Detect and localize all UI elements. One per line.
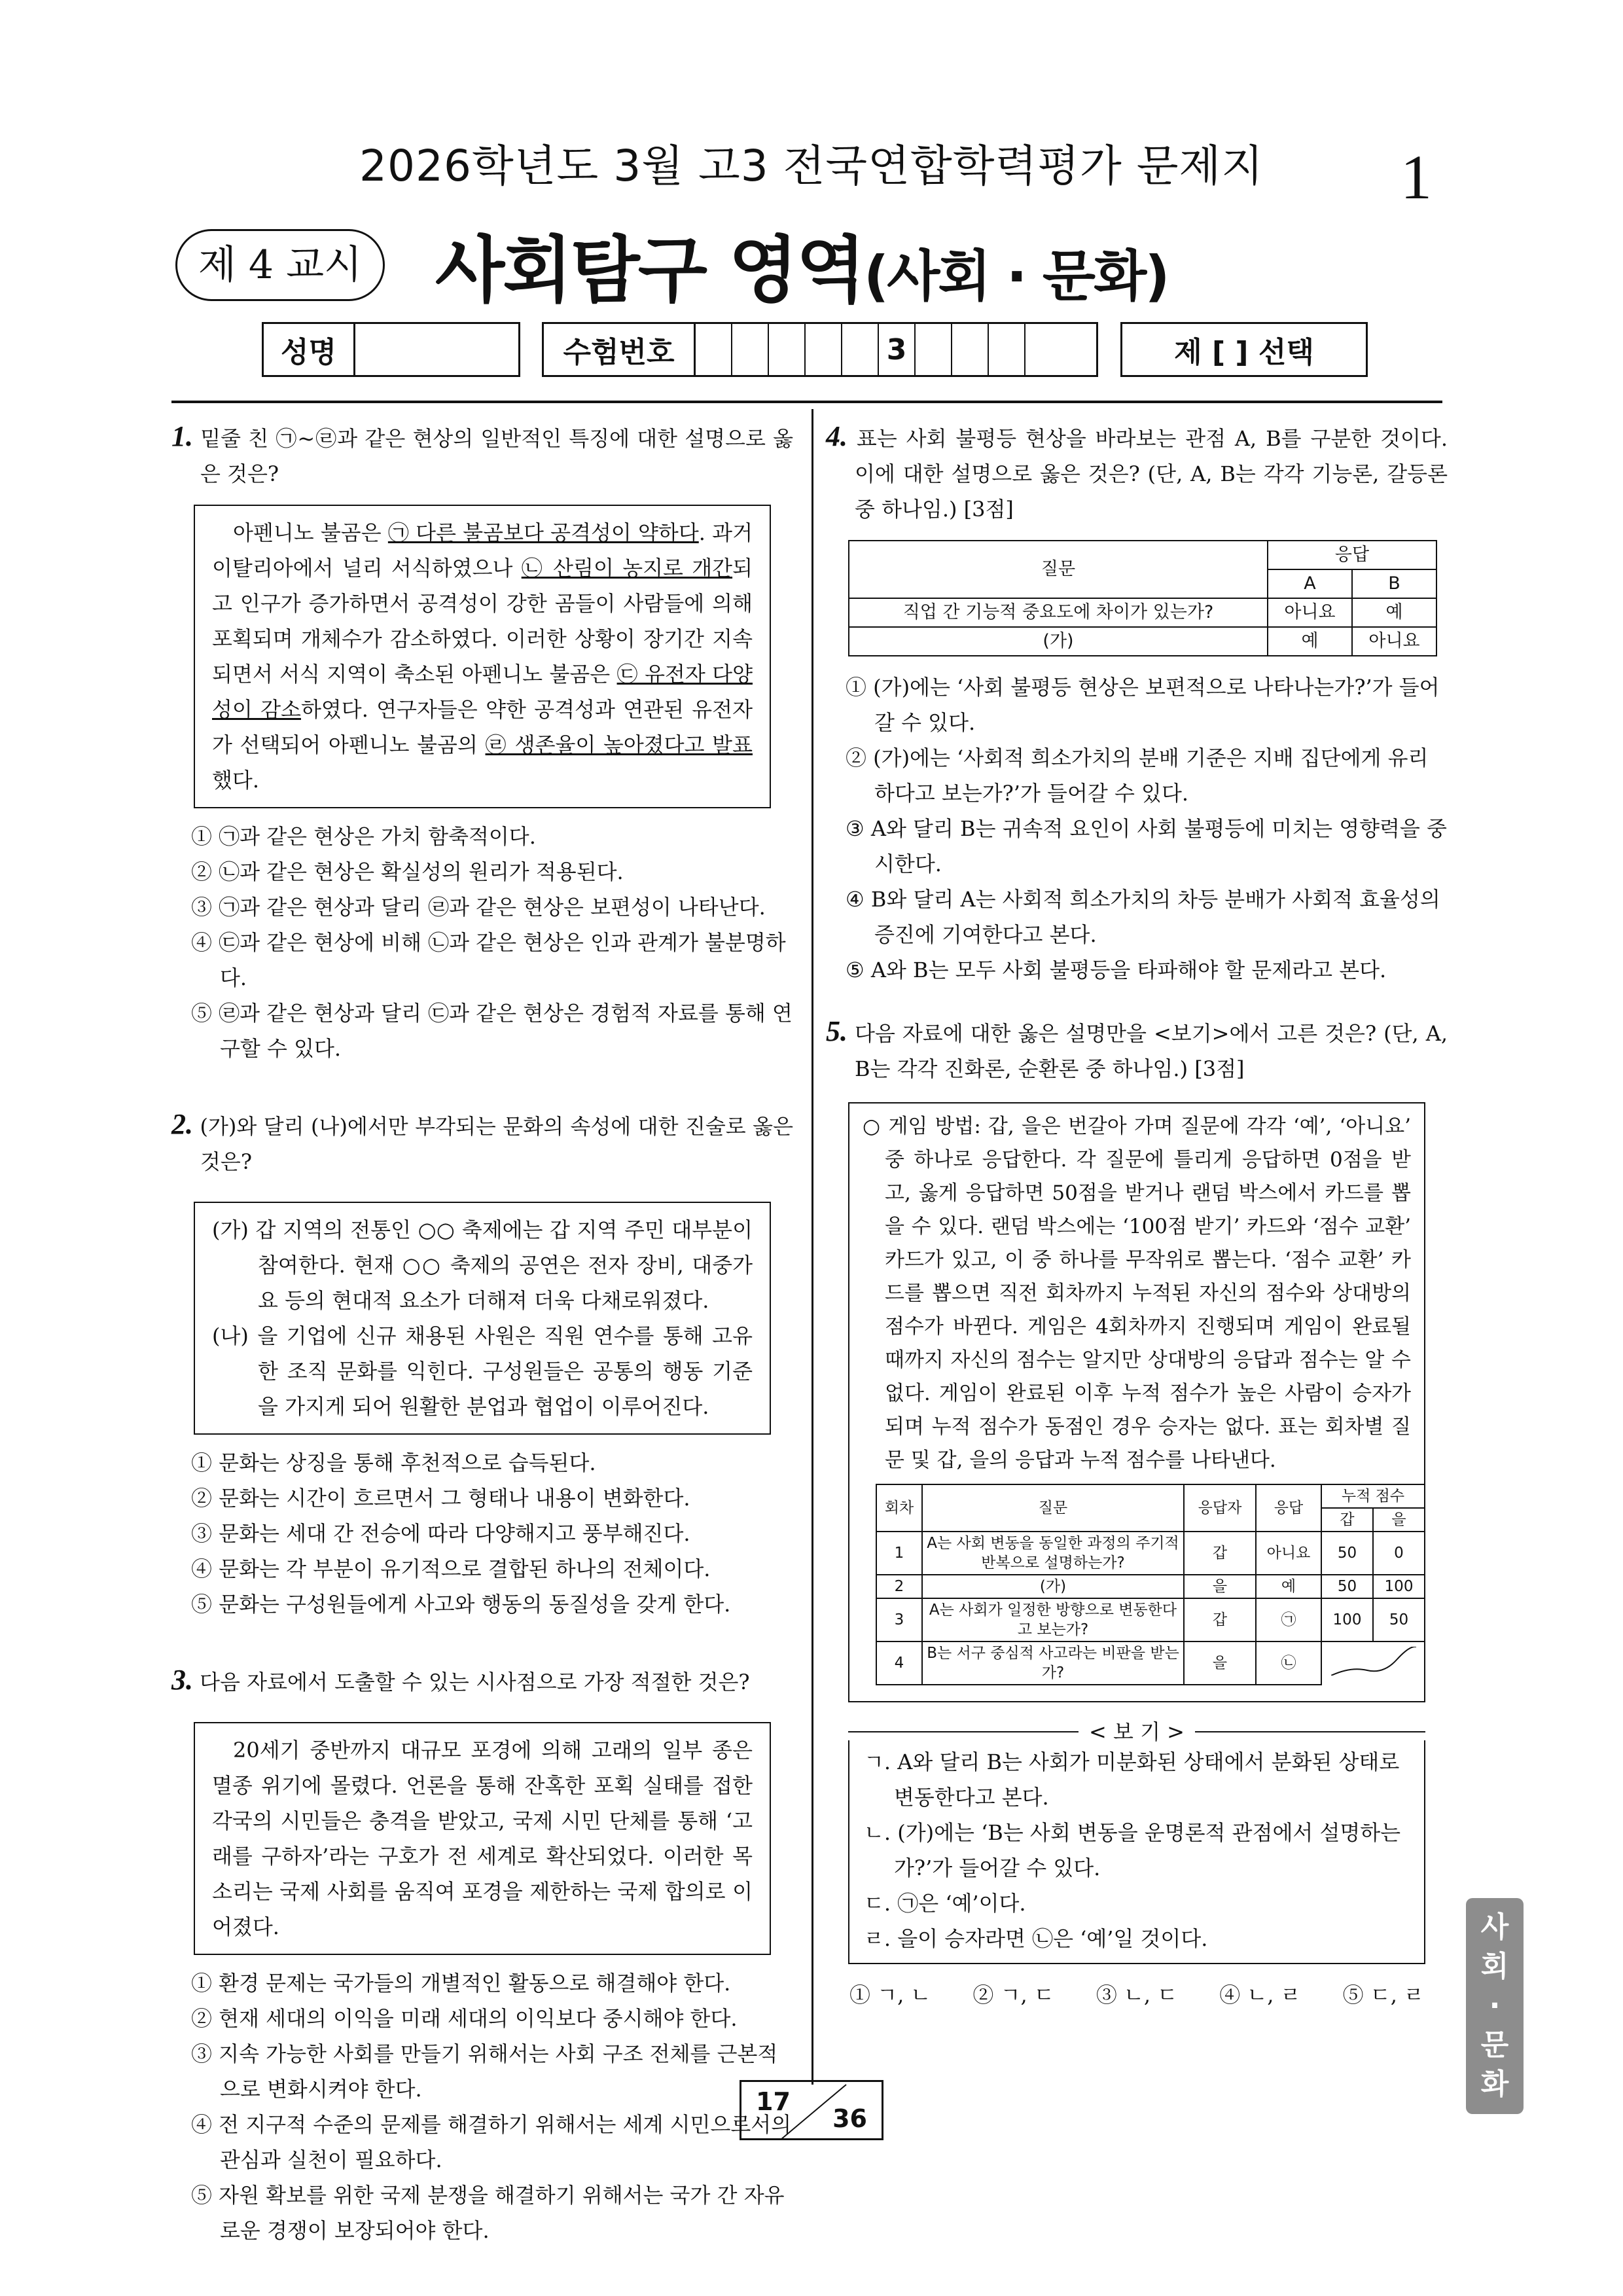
table-cell: (가) (922, 1575, 1184, 1598)
table-cell: ㉡ (1256, 1641, 1321, 1685)
table-row (876, 1641, 1425, 1685)
exam-number-digit-fixed: 3 (879, 324, 916, 375)
side-tab-char: 회 (1480, 1950, 1509, 1983)
header-rule (171, 401, 1442, 403)
exam-number-label: 수험번호 (544, 324, 696, 375)
table-row (849, 627, 1436, 656)
table-cell: 100 (1321, 1598, 1373, 1641)
answer-option-3[interactable]: ③ 지속 가능한 사회를 만들기 위해서는 사회 구조 전체를 근본적으로 변화시켜야 한다. (191, 2041, 778, 2102)
question-5-passage (848, 1102, 1425, 1702)
answer-option-1[interactable]: ① 문화는 상징을 통해 후천적으로 습득된다. (191, 1450, 596, 1475)
name-field[interactable] (262, 322, 520, 377)
question-5 (826, 1014, 1448, 2013)
passage-item-ga: (가) 갑 지역의 전통인 ○○ 축제에는 갑 지역 주민 대부분이 참여한다. 현재 ○○ 축제의 공연은 전자 장비, 대중가요 등의 현대적 요소가 더해져 더욱 다채로워졌다. (212, 1217, 753, 1313)
table-cell: ㉠ (1256, 1598, 1321, 1641)
exam-number-digit[interactable] (842, 324, 879, 375)
side-tab-char: 화 (1480, 2068, 1509, 2101)
table-cell: 예 (1352, 598, 1436, 627)
bogi-title-text: < 보 기 > (1079, 1719, 1195, 1744)
question-5-answers (826, 1977, 1448, 2013)
table-header-responder: 응답자 (1184, 1484, 1256, 1532)
left-column (171, 419, 793, 2248)
question-4-stem (826, 419, 1448, 527)
answer-option-1[interactable]: ① ㉠과 같은 현상은 가치 함축적이다. (191, 824, 536, 849)
exam-number-digit[interactable] (769, 324, 806, 375)
answer-option-4[interactable]: ④ ㄴ, ㄹ (1219, 1982, 1301, 2007)
exam-number-digit[interactable] (989, 324, 1026, 375)
subject-sub: (사회 · 문화) (863, 244, 1168, 308)
question-4-table (848, 540, 1437, 656)
table-cell: 2 (876, 1575, 922, 1598)
table-header-answer: 응답 (1268, 541, 1436, 569)
answer-option-2[interactable]: ② 현재 세대의 이익을 미래 세대의 이익보다 중시해야 한다. (191, 2006, 738, 2031)
question-4-options (826, 670, 1448, 988)
table-cell: 50 (1373, 1598, 1425, 1641)
bogi-item-2: ㄴ. (가)에는 ‘B는 사회 변동을 운명론적 관점에서 설명하는가?’가 들어갈 수 있다. (864, 1820, 1401, 1880)
bogi-item-4: ㄹ. 을이 승자라면 ㉡은 ‘예’일 것이다. (864, 1926, 1208, 1951)
question-number: 5. (826, 1015, 847, 1047)
subject-side-tab (1466, 1898, 1524, 2114)
page-number: 1 (1400, 142, 1432, 212)
question-stem-text: 밑줄 친 ㉠~㉣과 같은 현상의 일반적인 특징에 대한 설명으로 옳은 것은? (200, 426, 794, 486)
exam-number-digit[interactable] (1026, 324, 1096, 375)
table-header-a: A (1268, 569, 1352, 598)
table-cell: 4 (876, 1641, 922, 1685)
period-badge: 제 4 교시 (175, 229, 385, 301)
question-1 (171, 419, 793, 1066)
bogi-item-1: ㄱ. A와 달리 B는 사회가 미분화된 상태에서 분화된 상태로 변동한다고 본다. (864, 1749, 1400, 1810)
table-cell: A는 사회가 일정한 방향으로 변동한다고 보는가? (922, 1598, 1184, 1641)
table-cell: 50 (1321, 1575, 1373, 1598)
question-stem-text: (가)와 달리 (나)에서만 부각되는 문화의 속성에 대한 진술로 옳은 것은? (200, 1114, 794, 1174)
select-label: 제 [ ] 선택 (1174, 336, 1314, 369)
bogi-item-3: ㄷ. ㉠은 ‘예’이다. (864, 1891, 1026, 1916)
table-cell: 50 (1321, 1532, 1373, 1575)
question-stem-text: 다음 자료에 대한 옳은 설명만을 <보기>에서 고른 것은? (단, A, B는 각각 진화론, 순환론 중 하나임.) [3점] (855, 1021, 1448, 1081)
table-row (876, 1532, 1425, 1575)
answer-option-4[interactable]: ④ 전 지구적 수준의 문제를 해결하기 위해서는 세계 시민으로서의 관심과 실천이 필요하다. (191, 2112, 792, 2172)
answer-option-5[interactable]: ⑤ A와 B는 모두 사회 불평등을 타파해야 할 문제라고 본다. (846, 958, 1387, 982)
table-cell: B는 서구 중심적 사고라는 비판을 받는가? (922, 1641, 1184, 1685)
question-3-passage (194, 1722, 771, 1955)
table-cell: 갑 (1184, 1532, 1256, 1575)
table-row (849, 598, 1436, 627)
passage-text: 20세기 중반까지 대규모 포경에 의해 고래의 일부 종은 멸종 위기에 몰렸다. 언론을 통해 잔혹한 포획 실태를 접한 각국의 시민들은 충격을 받았고, 국제 시민 단체를 통해 ‘고래를 구하자’라는 구호가 전 세계로 확산되었다. 이러한 목소리는 국제 사회를 움직여 포경을 제한하는 국제 합의로 이어졌다. (212, 1738, 753, 1939)
question-5-stem (826, 1014, 1448, 1086)
name-label: 성명 (264, 324, 355, 375)
answer-option-1[interactable]: ① 환경 문제는 국가들의 개별적인 활동으로 해결해야 한다. (191, 1971, 731, 1996)
bogi-box (848, 1740, 1425, 1964)
table-header-score: 누적 점수 (1321, 1484, 1425, 1508)
game-rules-text: ○ 게임 방법: 갑, 을은 번갈아 가며 질문에 각각 ‘예’, ‘아니요’ 중 하나로 응답한다. 각 질문에 틀리게 응답하면 0점을 받고, 옳게 응답하면 50점을 받거나 랜덤 박스에서 카드를 뽑을 수 있다. 랜덤 박스에는 ‘100점 받기’ 카드와 ‘점수 교환’ 카드가 있고, 이 중 하나를 무작위로 뽑는다. ‘점수 교환’ 카드를 뽑으면 직전 회차까지 누적된 자신의 점수와 상대방의 점수가 바뀐다. 게임은 4회차까지 진행되며 게임이 완료될 때까지 자신의 점수는 알지만 상대방의 응답과 점수는 알 수 없다. 게임이 완료된 이후 누적 점수가 높은 사람이 승자가 되며 누적 점수가 동점인 경우 승자는 없다. 표는 회차별 질문 및 갑, 을의 응답과 누적 점수를 나타낸다. (863, 1115, 1411, 1472)
question-number: 1. (171, 420, 193, 452)
answer-option-2[interactable]: ② ㉡과 같은 현상은 확실성의 원리가 적용된다. (191, 859, 624, 884)
table-cell: 0 (1373, 1532, 1425, 1575)
answer-option-3[interactable]: ③ ㉠과 같은 현상과 달리 ㉣과 같은 현상은 보편성이 나타난다. (191, 895, 766, 920)
underline-b: ㉡ 산림이 농지로 개간 (521, 556, 733, 581)
table-row (876, 1598, 1425, 1641)
table-header-question: 질문 (922, 1484, 1184, 1532)
question-number: 2. (171, 1108, 193, 1140)
table-cell: 갑 (1184, 1598, 1256, 1641)
answer-option-5[interactable]: ⑤ ㉣과 같은 현상과 달리 ㉢과 같은 현상은 경험적 자료를 통해 연구할 수 있다. (191, 1001, 793, 1061)
answer-option-4[interactable]: ④ ㉢과 같은 현상에 비해 ㉡과 같은 현상은 인과 관계가 불분명하다. (191, 930, 786, 990)
subject-main: 사회탐구 영역 (435, 228, 864, 312)
question-1-passage (194, 505, 771, 808)
table-cell: 아니요 (1352, 627, 1436, 656)
torn-corner-icon (1331, 1647, 1416, 1676)
passage-item-na: (나) 을 기업에 신규 채용된 사원은 직원 연수를 통해 고유한 조직 문화를 익힌다. 구성원들은 공통의 행동 기준을 가지게 되어 원활한 분업과 협업이 이루어진다. (212, 1323, 753, 1419)
question-number: 4. (826, 420, 847, 452)
question-4 (826, 419, 1448, 988)
answer-option-5[interactable]: ⑤ ㄷ, ㄹ (1342, 1982, 1424, 2007)
subject-title (435, 213, 1168, 316)
table-header-gap: 갑 (1321, 1508, 1373, 1532)
answer-option-3[interactable]: ③ 문화는 세대 간 전승에 따라 다양해지고 풍부해진다. (191, 1521, 690, 1546)
underline-d: ㉣ 생존율이 높아졌다고 발표 (485, 732, 753, 757)
select-field[interactable] (1120, 322, 1368, 377)
exam-number-digit[interactable] (806, 324, 842, 375)
table-cell: 아니요 (1268, 598, 1352, 627)
answer-option-2[interactable]: ② (가)에는 ‘사회적 희소가치의 분배 기준은 지배 집단에게 유리하다고 보는가?’가 들어갈 수 있다. (846, 745, 1429, 806)
question-3-stem (171, 1662, 793, 1700)
answer-option-3[interactable]: ③ ㄴ, ㄷ (1096, 1982, 1178, 2007)
table-cell: 3 (876, 1598, 922, 1641)
answer-option-4[interactable]: ④ B와 달리 A는 사회적 희소가치의 차등 분배가 사회적 효율성의 증진에 기여한다고 본다. (846, 887, 1440, 947)
exam-title: 2026학년도 3월 고3 전국연합학력평가 문제지 (359, 141, 1264, 191)
question-5-table (876, 1484, 1425, 1685)
answer-option-1[interactable]: ① (가)에는 ‘사회 불평등 현상은 보편적으로 나타나는가?’가 들어갈 수 있다. (846, 675, 1440, 735)
exam-number-digit[interactable] (916, 324, 952, 375)
table-header-b: B (1352, 569, 1436, 598)
question-3-options (171, 1965, 793, 2248)
answer-option-5[interactable]: ⑤ 문화는 구성원들에게 사고와 행동의 동질성을 갖게 한다. (191, 1592, 731, 1617)
name-blank[interactable] (355, 324, 518, 375)
table-header-eul: 을 (1373, 1508, 1425, 1532)
answer-option-4[interactable]: ④ 문화는 각 부분이 유기적으로 결합된 하나의 전체이다. (191, 1556, 711, 1581)
table-header-answer: 응답 (1256, 1484, 1321, 1532)
table-cell: 을 (1184, 1575, 1256, 1598)
answer-option-2[interactable]: ② 문화는 시간이 흐르면서 그 형태나 내용이 변화한다. (191, 1486, 690, 1511)
question-stem-text: 다음 자료에서 도출할 수 있는 시사점으로 가장 적절한 것은? (200, 1670, 750, 1695)
question-number: 3. (171, 1664, 193, 1696)
total-pages: 36 (832, 2104, 867, 2133)
answer-option-3[interactable]: ③ A와 달리 B는 귀속적 요인이 사회 불평등에 미치는 영향력을 중시한다. (846, 816, 1447, 876)
question-2-options (171, 1445, 793, 1622)
exam-number-digit[interactable] (696, 324, 732, 375)
current-page: 17 (756, 2087, 791, 2116)
table-header-question: 질문 (849, 541, 1268, 598)
table-cell: A는 사회 변동을 동일한 과정의 주기적 반복으로 설명하는가? (922, 1532, 1184, 1575)
table-cell: 아니요 (1256, 1532, 1321, 1575)
table-header-round: 회차 (876, 1484, 922, 1532)
question-stem-text: 표는 사회 불평등 현상을 바라보는 관점 A, B를 구분한 것이다. 이에 대한 설명으로 옳은 것은? (단, A, B는 각각 기능론, 갈등론 중 하나임.) [3점] (855, 426, 1448, 522)
table-cell: 예 (1268, 627, 1352, 656)
exam-number-digit[interactable] (732, 324, 769, 375)
side-tab-char: 문 (1480, 2028, 1509, 2062)
underline-a: ㉠ 다른 불곰보다 공격성이 약하다 (387, 520, 699, 545)
answer-option-5[interactable]: ⑤ 자원 확보를 위한 국제 분쟁을 해결하기 위해서는 국가 간 자유로운 경쟁이 보장되어야 한다. (191, 2183, 785, 2243)
exam-number-field[interactable] (542, 322, 1098, 377)
table-cell: (가) (849, 627, 1268, 656)
table-cell: 을 (1184, 1641, 1256, 1685)
question-2-stem (171, 1107, 793, 1179)
question-1-options (171, 819, 793, 1066)
question-2 (171, 1107, 793, 1622)
passage-text: 아펜니노 불곰은 ㉠ 다른 불곰보다 공격성이 약하다. 과거 이탈리아에서 널리 서식하였으나 ㉡ 산림이 농지로 개간되고 인구가 증가하면서 공격성이 강한 곰들이 사람들에 의해 포획되며 개체수가 감소하였다. 이러한 상황이 장기간 지속되면서 서식 지역이 축소된 아펜니노 불곰은 ㉢ 유전자 다양성이 감소하였다. 연구자들은 약한 공격성과 연관된 유전자가 선택되어 아펜니노 불곰의 ㉣ 생존율이 높아졌다고 발표했다. (212, 520, 753, 793)
side-tab-char: 사 (1480, 1910, 1509, 1944)
table-cell: 직업 간 기능적 중요도에 차이가 있는가? (849, 598, 1268, 627)
column-divider (812, 409, 813, 2085)
table-cell: 예 (1256, 1575, 1321, 1598)
question-2-passage (194, 1202, 771, 1435)
right-column (826, 419, 1448, 2013)
table-row (876, 1575, 1425, 1598)
underline-c: ㉢ 유전자 다양성이 감소 (212, 662, 753, 722)
answer-option-2[interactable]: ② ㄱ, ㄷ (972, 1982, 1054, 2007)
table-cell-torn (1321, 1641, 1425, 1685)
table-cell: 100 (1373, 1575, 1425, 1598)
side-tab-char: · (1489, 1989, 1501, 2022)
question-3 (171, 1662, 793, 2248)
question-1-stem (171, 419, 793, 492)
table-cell: 1 (876, 1532, 922, 1575)
page-counter (740, 2080, 883, 2140)
bogi-title (848, 1714, 1425, 1744)
exam-number-digit[interactable] (952, 324, 989, 375)
answer-option-1[interactable]: ① ㄱ, ㄴ (849, 1982, 931, 2007)
